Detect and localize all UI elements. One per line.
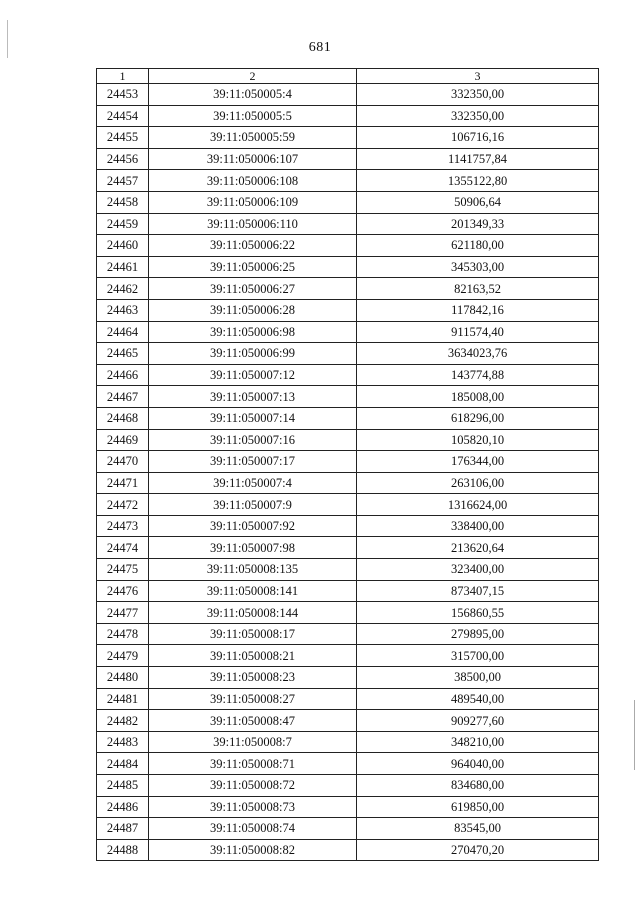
row-number-cell: 24478 xyxy=(97,623,149,645)
row-number-cell: 24460 xyxy=(97,235,149,257)
cadastral-number-cell: 39:11:050006:99 xyxy=(149,343,357,365)
value-cell: 909277,60 xyxy=(357,710,599,732)
row-number-cell: 24470 xyxy=(97,451,149,473)
table-row xyxy=(97,472,599,494)
row-number-cell: 24462 xyxy=(97,278,149,300)
table-row xyxy=(97,213,599,235)
cadastral-number-cell: 39:11:050008:7 xyxy=(149,731,357,753)
cadastral-value-table xyxy=(96,68,599,861)
row-number-cell: 24461 xyxy=(97,256,149,278)
value-cell: 105820,10 xyxy=(357,429,599,451)
value-cell: 873407,15 xyxy=(357,580,599,602)
row-number-cell: 24480 xyxy=(97,667,149,689)
table-row xyxy=(97,364,599,386)
value-cell: 38500,00 xyxy=(357,667,599,689)
column-header: 2 xyxy=(149,69,357,84)
table-header xyxy=(97,69,599,84)
table-row xyxy=(97,343,599,365)
cadastral-number-cell: 39:11:050008:72 xyxy=(149,775,357,797)
table-row xyxy=(97,386,599,408)
value-cell: 834680,00 xyxy=(357,775,599,797)
cadastral-number-cell: 39:11:050007:98 xyxy=(149,537,357,559)
value-cell: 185008,00 xyxy=(357,386,599,408)
row-number-cell: 24484 xyxy=(97,753,149,775)
row-number-cell: 24453 xyxy=(97,84,149,106)
page-number: 681 xyxy=(308,40,332,55)
value-cell: 323400,00 xyxy=(357,559,599,581)
table-row xyxy=(97,688,599,710)
row-number-cell: 24456 xyxy=(97,148,149,170)
row-number-cell: 24458 xyxy=(97,191,149,213)
row-number-cell: 24477 xyxy=(97,602,149,624)
table-row xyxy=(97,731,599,753)
table-row xyxy=(97,839,599,861)
cadastral-number-cell: 39:11:050006:107 xyxy=(149,148,357,170)
table-row xyxy=(97,127,599,149)
cadastral-number-cell: 39:11:050007:14 xyxy=(149,407,357,429)
row-number-cell: 24479 xyxy=(97,645,149,667)
value-cell: 911574,40 xyxy=(357,321,599,343)
table-row xyxy=(97,148,599,170)
value-cell: 82163,52 xyxy=(357,278,599,300)
row-number-cell: 24473 xyxy=(97,515,149,537)
row-number-cell: 24468 xyxy=(97,407,149,429)
value-cell: 263106,00 xyxy=(357,472,599,494)
table-row xyxy=(97,494,599,516)
value-cell: 3634023,76 xyxy=(357,343,599,365)
value-cell: 50906,64 xyxy=(357,191,599,213)
cadastral-number-cell: 39:11:050007:13 xyxy=(149,386,357,408)
row-number-cell: 24471 xyxy=(97,472,149,494)
value-cell: 117842,16 xyxy=(357,299,599,321)
table-row xyxy=(97,710,599,732)
cadastral-number-cell: 39:11:050007:9 xyxy=(149,494,357,516)
row-number-cell: 24488 xyxy=(97,839,149,861)
value-cell: 1141757,84 xyxy=(357,148,599,170)
table-row xyxy=(97,753,599,775)
table-row xyxy=(97,559,599,581)
cadastral-number-cell: 39:11:050008:74 xyxy=(149,818,357,840)
table-row xyxy=(97,451,599,473)
value-cell: 618296,00 xyxy=(357,407,599,429)
table-row xyxy=(97,278,599,300)
value-cell: 213620,64 xyxy=(357,537,599,559)
value-cell: 1316624,00 xyxy=(357,494,599,516)
row-number-cell: 24483 xyxy=(97,731,149,753)
value-cell: 279895,00 xyxy=(357,623,599,645)
cadastral-number-cell: 39:11:050006:110 xyxy=(149,213,357,235)
row-number-cell: 24486 xyxy=(97,796,149,818)
cadastral-number-cell: 39:11:050006:25 xyxy=(149,256,357,278)
cadastral-number-cell: 39:11:050006:109 xyxy=(149,191,357,213)
cadastral-number-cell: 39:11:050005:4 xyxy=(149,84,357,106)
table-row xyxy=(97,84,599,106)
row-number-cell: 24467 xyxy=(97,386,149,408)
cadastral-number-cell: 39:11:050007:17 xyxy=(149,451,357,473)
table-row xyxy=(97,105,599,127)
cadastral-number-cell: 39:11:050008:135 xyxy=(149,559,357,581)
cadastral-number-cell: 39:11:050005:59 xyxy=(149,127,357,149)
cadastral-number-cell: 39:11:050008:144 xyxy=(149,602,357,624)
scan-edge-mark-left xyxy=(7,20,8,58)
cadastral-number-cell: 39:11:050005:5 xyxy=(149,105,357,127)
value-cell: 338400,00 xyxy=(357,515,599,537)
row-number-cell: 24457 xyxy=(97,170,149,192)
row-number-cell: 24475 xyxy=(97,559,149,581)
table-row xyxy=(97,818,599,840)
row-number-cell: 24472 xyxy=(97,494,149,516)
value-cell: 156860,55 xyxy=(357,602,599,624)
table-row xyxy=(97,580,599,602)
value-cell: 619850,00 xyxy=(357,796,599,818)
table-row xyxy=(97,623,599,645)
value-cell: 332350,00 xyxy=(357,84,599,106)
table-header-row xyxy=(97,69,599,84)
cadastral-number-cell: 39:11:050008:21 xyxy=(149,645,357,667)
value-cell: 270470,20 xyxy=(357,839,599,861)
row-number-cell: 24482 xyxy=(97,710,149,732)
value-cell: 176344,00 xyxy=(357,451,599,473)
row-number-cell: 24464 xyxy=(97,321,149,343)
table-row xyxy=(97,602,599,624)
cadastral-number-cell: 39:11:050008:82 xyxy=(149,839,357,861)
cadastral-number-cell: 39:11:050006:108 xyxy=(149,170,357,192)
row-number-cell: 24481 xyxy=(97,688,149,710)
row-number-cell: 24474 xyxy=(97,537,149,559)
value-cell: 201349,33 xyxy=(357,213,599,235)
cadastral-number-cell: 39:11:050006:28 xyxy=(149,299,357,321)
value-cell: 83545,00 xyxy=(357,818,599,840)
cadastral-number-cell: 39:11:050008:47 xyxy=(149,710,357,732)
table-row xyxy=(97,299,599,321)
value-cell: 621180,00 xyxy=(357,235,599,257)
row-number-cell: 24487 xyxy=(97,818,149,840)
value-cell: 143774,88 xyxy=(357,364,599,386)
column-header: 3 xyxy=(357,69,599,84)
table-row xyxy=(97,256,599,278)
cadastral-number-cell: 39:11:050007:92 xyxy=(149,515,357,537)
value-cell: 348210,00 xyxy=(357,731,599,753)
table-row xyxy=(97,321,599,343)
table-row xyxy=(97,537,599,559)
cadastral-number-cell: 39:11:050008:27 xyxy=(149,688,357,710)
row-number-cell: 24459 xyxy=(97,213,149,235)
table-row xyxy=(97,191,599,213)
table-row xyxy=(97,235,599,257)
row-number-cell: 24454 xyxy=(97,105,149,127)
cadastral-number-cell: 39:11:050006:22 xyxy=(149,235,357,257)
cadastral-number-cell: 39:11:050008:71 xyxy=(149,753,357,775)
cadastral-number-cell: 39:11:050008:17 xyxy=(149,623,357,645)
cadastral-number-cell: 39:11:050006:98 xyxy=(149,321,357,343)
table-row xyxy=(97,796,599,818)
cadastral-number-cell: 39:11:050008:73 xyxy=(149,796,357,818)
value-cell: 106716,16 xyxy=(357,127,599,149)
table-body xyxy=(97,84,599,861)
row-number-cell: 24465 xyxy=(97,343,149,365)
value-cell: 345303,00 xyxy=(357,256,599,278)
value-cell: 964040,00 xyxy=(357,753,599,775)
cadastral-number-cell: 39:11:050006:27 xyxy=(149,278,357,300)
row-number-cell: 24485 xyxy=(97,775,149,797)
table-row xyxy=(97,170,599,192)
value-cell: 489540,00 xyxy=(357,688,599,710)
table-row xyxy=(97,429,599,451)
row-number-cell: 24476 xyxy=(97,580,149,602)
scan-edge-mark-right xyxy=(634,700,635,770)
value-cell: 1355122,80 xyxy=(357,170,599,192)
cadastral-number-cell: 39:11:050007:4 xyxy=(149,472,357,494)
cadastral-number-cell: 39:11:050007:12 xyxy=(149,364,357,386)
table-row xyxy=(97,407,599,429)
table-row xyxy=(97,775,599,797)
column-header: 1 xyxy=(97,69,149,84)
cadastral-number-cell: 39:11:050008:23 xyxy=(149,667,357,689)
row-number-cell: 24463 xyxy=(97,299,149,321)
row-number-cell: 24455 xyxy=(97,127,149,149)
table-row xyxy=(97,515,599,537)
table-row xyxy=(97,667,599,689)
row-number-cell: 24466 xyxy=(97,364,149,386)
value-cell: 332350,00 xyxy=(357,105,599,127)
value-cell: 315700,00 xyxy=(357,645,599,667)
cadastral-number-cell: 39:11:050007:16 xyxy=(149,429,357,451)
table-row xyxy=(97,645,599,667)
row-number-cell: 24469 xyxy=(97,429,149,451)
cadastral-number-cell: 39:11:050008:141 xyxy=(149,580,357,602)
